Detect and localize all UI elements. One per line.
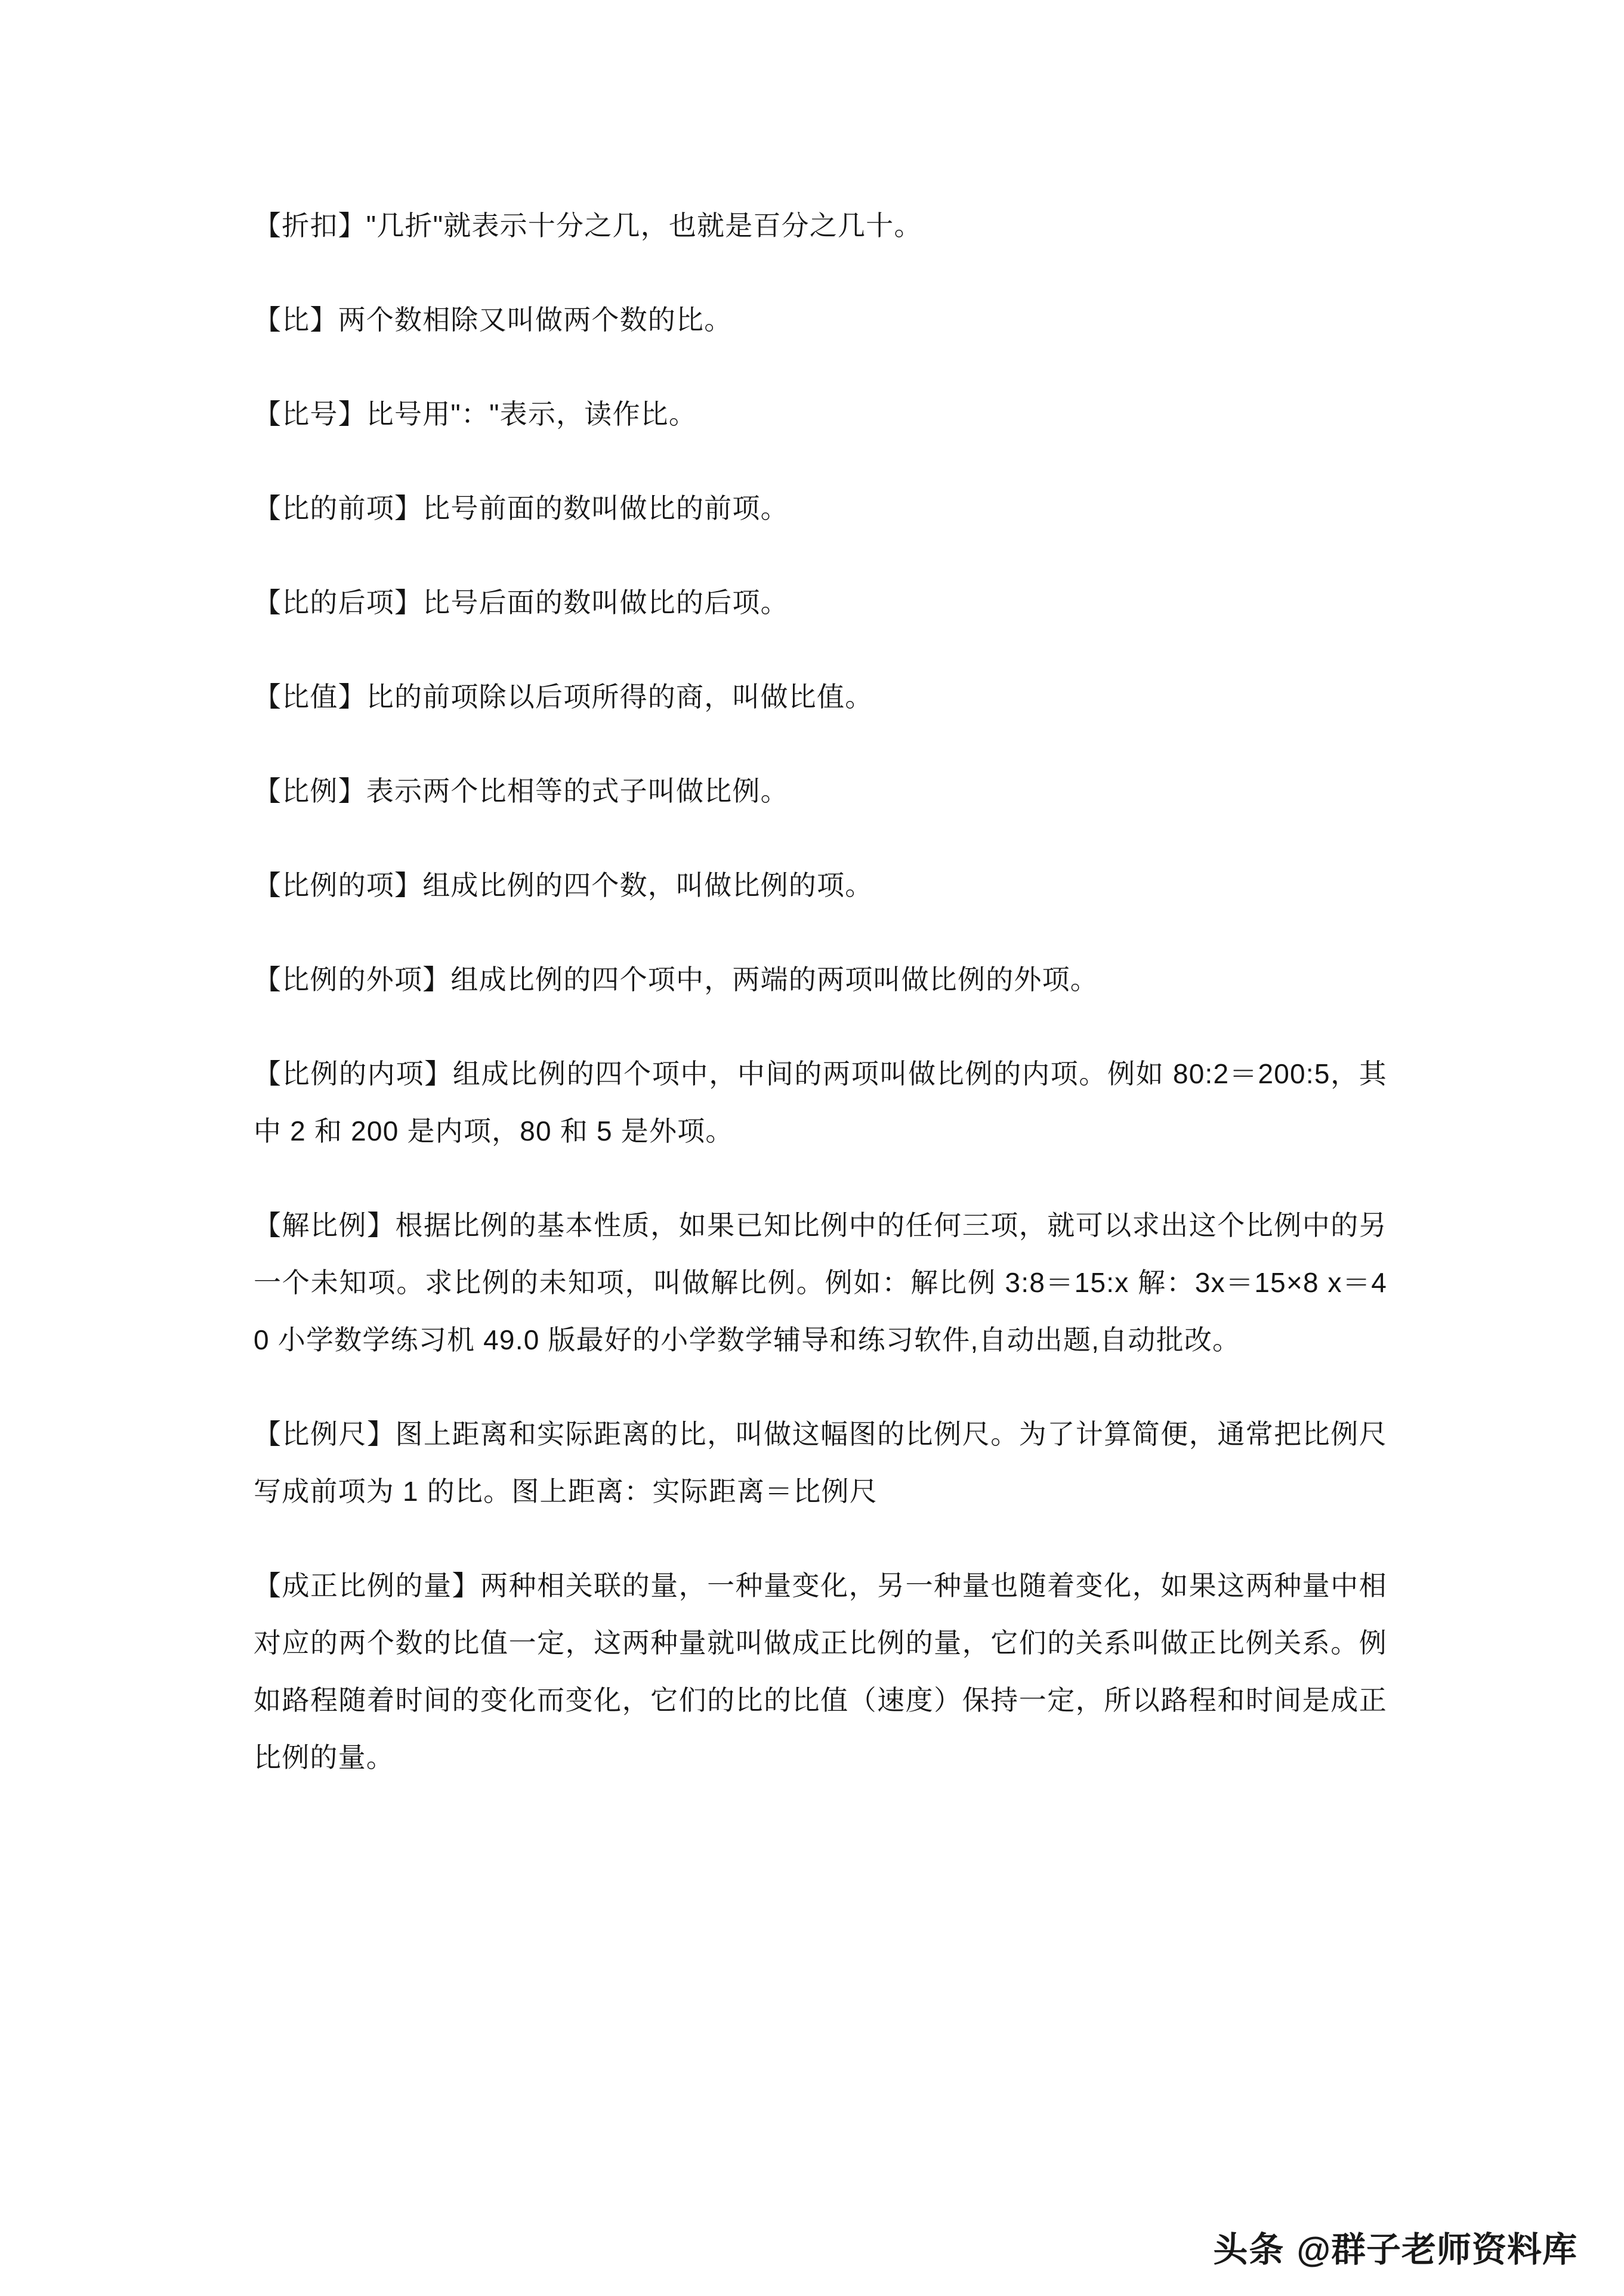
definition-paragraph-scale: 【比例尺】图上距离和实际距离的比，叫做这幅图的比例尺。为了计算简便，通常把比例尺写成前项为 1 的比。图上距离：实际距离＝比例尺 [254, 1419, 1387, 1507]
watermark-handle-label: @群子老师资料库 [1296, 2230, 1577, 2269]
definition-paragraph-outer-terms: 【比例的外项】组成比例的四个项中，两端的两项叫做比例的外项。 [254, 964, 1098, 995]
definition-paragraph-proportion-terms: 【比例的项】组成比例的四个数，叫做比例的项。 [254, 870, 873, 901]
definition-paragraph-ratio: 【比】两个数相除又叫做两个数的比。 [254, 304, 733, 335]
definition-paragraph-proportion: 【比例】表示两个比相等的式子叫做比例。 [254, 775, 789, 806]
definition-paragraph-consequent: 【比的后项】比号后面的数叫做比的后项。 [254, 587, 789, 618]
watermark-brand-label: 头条 [1213, 2230, 1285, 2269]
watermark [1213, 2230, 1577, 2269]
definition-paragraph-ratio-value: 【比值】比的前项除以后项所得的商，叫做比值。 [254, 681, 873, 712]
definition-paragraph-inner-terms: 【比例的内项】组成比例的四个项中，中间的两项叫做比例的内项。例如 80:2＝200:5，其中 2 和 200 是内项，80 和 5 是外项。 [254, 1058, 1387, 1147]
definition-paragraph-direct-proportion: 【成正比例的量】两种相关联的量，一种量变化，另一种量也随着变化，如果这两种量中相对应的两个数的比值一定，这两种量就叫做成正比例的量，它们的关系叫做正比例关系。例如路程随着时间的变化而变化，它们的比的比值（速度）保持一定，所以路程和时间是成正比例的量。 [254, 1570, 1387, 1773]
document-body [254, 197, 1387, 1786]
definition-paragraph-antecedent: 【比的前项】比号前面的数叫做比的前项。 [254, 493, 789, 524]
definition-paragraph-ratio-sign: 【比号】比号用"："表示，读作比。 [254, 398, 697, 429]
definition-paragraph-discount: 【折扣】"几折"就表示十分之几，也就是百分之几十。 [254, 210, 922, 241]
definition-paragraph-solve-proportion: 【解比例】根据比例的基本性质，如果已知比例中的任何三项，就可以求出这个比例中的另一个未知项。求比例的未知项，叫做解比例。例如：解比例 3:8＝15:x 解：3x＝15×8 x＝40 小学数学练习机 49.0 版最好的小学数学辅导和练习软件,自动出题,自动批改。 [254, 1210, 1387, 1355]
